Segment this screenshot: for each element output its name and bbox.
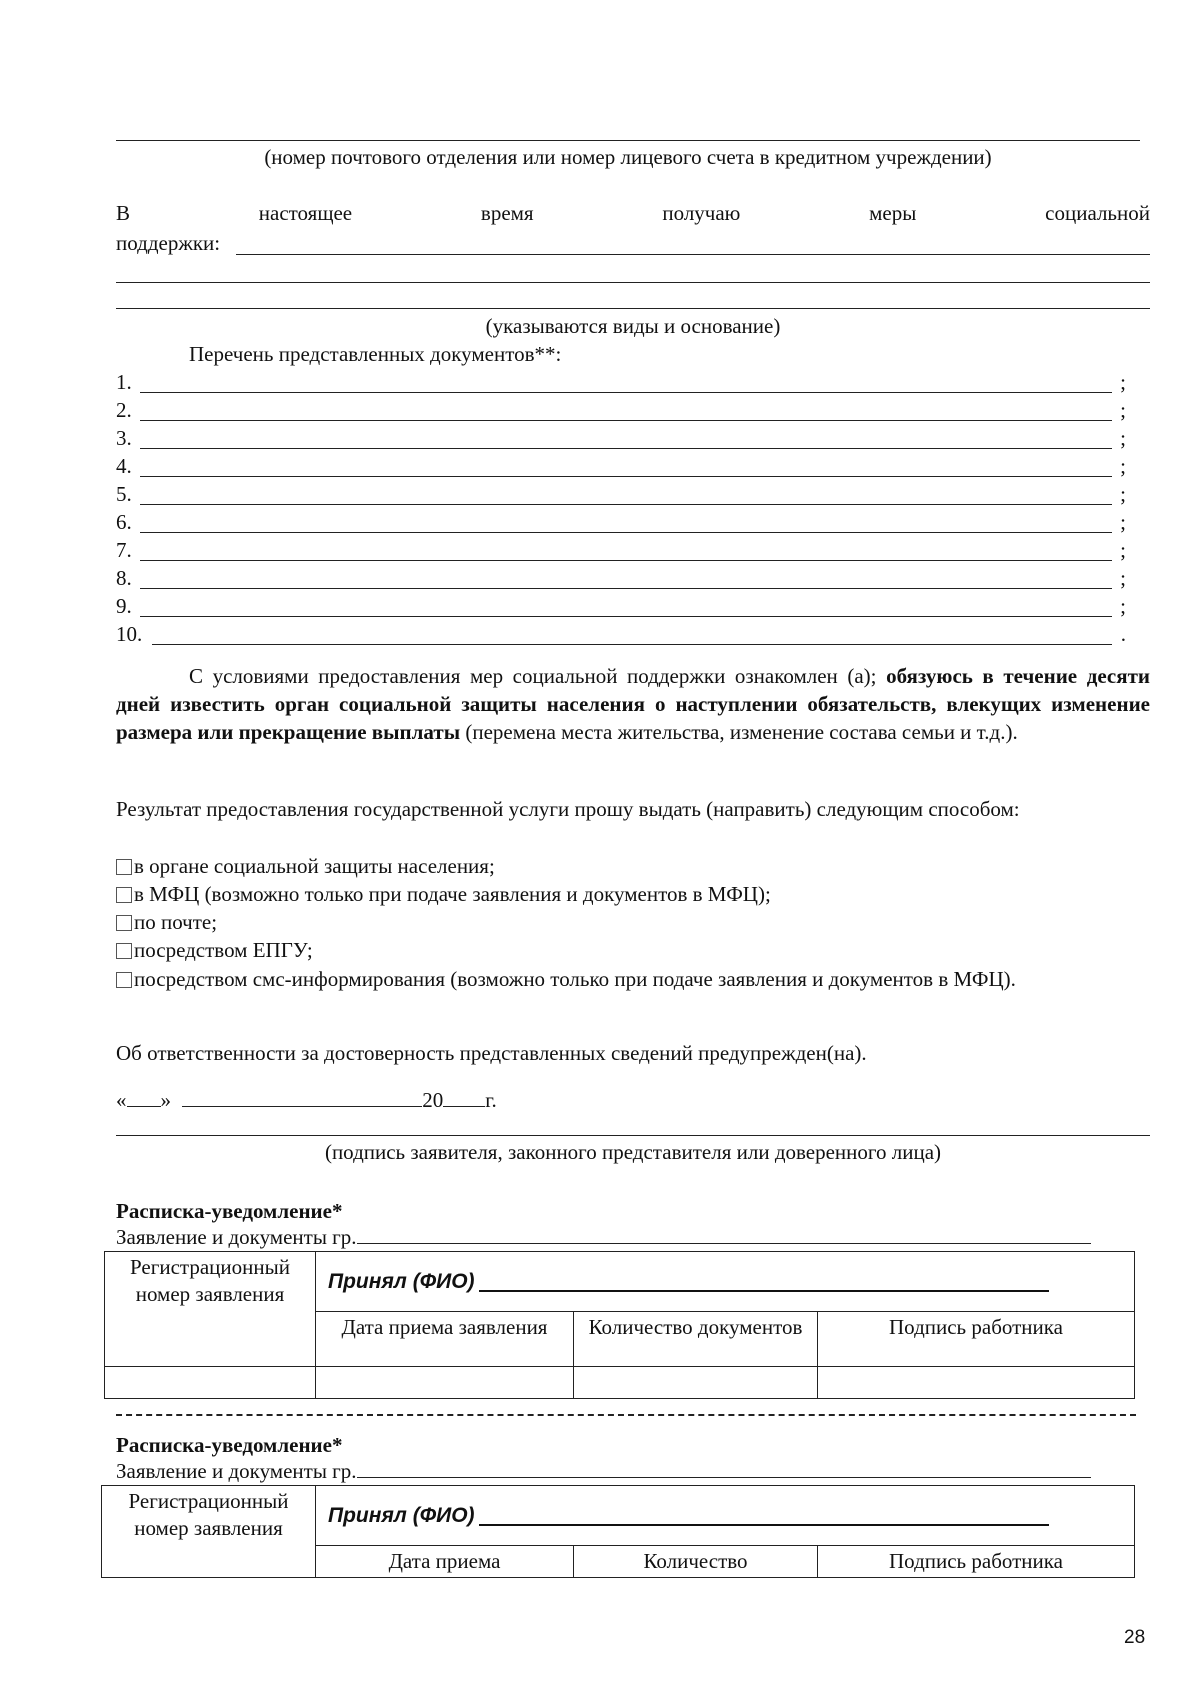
document-count-header: Количество документов xyxy=(574,1312,818,1367)
employee-signature-cell[interactable] xyxy=(818,1367,1135,1399)
date-received-cell[interactable] xyxy=(316,1367,574,1399)
conditions-paragraph: С условиями предоставления мер социальной поддержки ознакомлен (а); обязуюсь в течение десяти дней известить орган социальной защиты населения о наступлении обязательств, влекущих изменение размера или прекращение выплаты (перемена места жительства, изменение состава семьи и т.д.). xyxy=(116,664,1150,744)
checkbox[interactable] xyxy=(116,859,132,875)
result-option[interactable]: посредством смс-информирования (возможно только при подаче заявления и документов в МФЦ). xyxy=(116,965,1150,993)
document-line[interactable] xyxy=(116,453,1126,481)
document-number: 1. xyxy=(116,370,132,394)
document-number: 3. xyxy=(116,426,132,450)
document-end-mark: ; xyxy=(1120,566,1126,590)
checkbox[interactable] xyxy=(116,972,132,988)
support-word: В xyxy=(116,201,131,225)
registration-number-header: Регистрационный номер заявления xyxy=(105,1252,316,1367)
employee-signature-header: Подпись работника xyxy=(818,1312,1135,1367)
document-end-mark: ; xyxy=(1120,426,1126,450)
date-received-header: Дата приема xyxy=(316,1546,574,1578)
document-number: 7. xyxy=(116,538,132,562)
document-number: 2. xyxy=(116,398,132,422)
document-number: 9. xyxy=(116,594,132,618)
result-option[interactable]: посредством ЕПГУ; xyxy=(116,937,1150,964)
date-line[interactable]: « » 20 г. xyxy=(116,1088,497,1112)
checkbox[interactable] xyxy=(116,943,132,959)
document-number: 8. xyxy=(116,566,132,590)
checkbox[interactable] xyxy=(116,887,132,903)
document-line[interactable] xyxy=(116,537,1126,565)
document-end-mark: ; xyxy=(1120,398,1126,422)
support-word: настоящее xyxy=(258,201,353,225)
support-field-line[interactable] xyxy=(236,254,1150,255)
obligation-text: обязуюсь в течение десяти дней известить орган социальной защиты населения о наступлении обязательств, влекущих изменение размера или прекращение выплаты xyxy=(116,664,1150,744)
result-option[interactable]: по почте; xyxy=(116,909,1150,936)
document-end-mark: . xyxy=(1120,622,1126,646)
accepted-by: Принял (ФИО) xyxy=(316,1486,1135,1546)
receipt-title: Расписка-уведомление* xyxy=(116,1199,343,1223)
document-line[interactable] xyxy=(116,481,1126,509)
document-line[interactable] xyxy=(116,509,1126,537)
document-end-mark: ; xyxy=(1120,594,1126,618)
document-line[interactable] xyxy=(116,397,1126,425)
document-end-mark: ; xyxy=(1120,454,1126,478)
document-end-mark: ; xyxy=(1120,370,1126,394)
result-intro: Результат предоставления государственной услуги прошу выдать (направить) следующим способом: xyxy=(116,797,1020,821)
support-word: меры xyxy=(869,201,917,225)
receipt-subtitle: Заявление и документы гр. xyxy=(116,1224,1126,1251)
post-office-caption: (номер почтового отделения или номер лицевого счета в кредитном учреждении) xyxy=(264,145,992,169)
document-line[interactable] xyxy=(116,593,1126,621)
document-line[interactable] xyxy=(116,369,1126,397)
receipt-table xyxy=(101,1485,1135,1578)
support-word: получаю xyxy=(662,201,741,225)
receipt-title: Расписка-уведомление* xyxy=(116,1433,343,1457)
document-number: 6. xyxy=(116,510,132,534)
support-word: социальной xyxy=(1045,201,1150,225)
document-line[interactable] xyxy=(116,565,1126,593)
accepted-by: Принял (ФИО) xyxy=(316,1252,1135,1312)
document-count-header: Количество xyxy=(574,1546,818,1578)
document-end-mark: ; xyxy=(1120,482,1126,506)
support-caption: (указываются виды и основание) xyxy=(485,314,781,338)
support-label: поддержки: xyxy=(116,231,221,255)
support-word: время xyxy=(480,201,534,225)
page-number: 28 xyxy=(1124,1627,1146,1648)
responsibility-statement: Об ответственности за достоверность представленных сведений предупрежден(на). xyxy=(116,1041,867,1065)
document-end-mark: ; xyxy=(1120,510,1126,534)
support-line xyxy=(116,200,1150,227)
receipt-table xyxy=(104,1251,1135,1399)
signature-caption: (подпись заявителя, законного представителя или доверенного лица) xyxy=(324,1140,942,1164)
documents-heading: Перечень представленных документов**: xyxy=(189,342,562,366)
signature-line[interactable] xyxy=(116,1135,1150,1136)
document-end-mark: ; xyxy=(1120,538,1126,562)
support-field-line[interactable] xyxy=(116,308,1150,309)
document-number: 10. xyxy=(116,622,143,646)
post-office-line xyxy=(116,140,1140,141)
registration-number-header: Регистрационный номер заявления xyxy=(102,1486,316,1578)
date-received-header: Дата приема заявления xyxy=(316,1312,574,1367)
employee-signature-header: Подпись работника xyxy=(818,1546,1135,1578)
document-number: 4. xyxy=(116,454,132,478)
document-line[interactable] xyxy=(116,425,1126,453)
result-option[interactable]: в органе социальной защиты населения; xyxy=(116,853,1150,880)
cut-line xyxy=(116,1414,1136,1416)
registration-number-cell[interactable] xyxy=(105,1367,316,1399)
checkbox[interactable] xyxy=(116,915,132,931)
support-field-line[interactable] xyxy=(116,282,1150,283)
document-line[interactable] xyxy=(116,621,1126,649)
result-option[interactable]: в МФЦ (возможно только при подаче заявления и документов в МФЦ); xyxy=(116,881,1150,908)
receipt-subtitle: Заявление и документы гр. xyxy=(116,1458,1126,1485)
document-number: 5. xyxy=(116,482,132,506)
document-count-cell[interactable] xyxy=(574,1367,818,1399)
